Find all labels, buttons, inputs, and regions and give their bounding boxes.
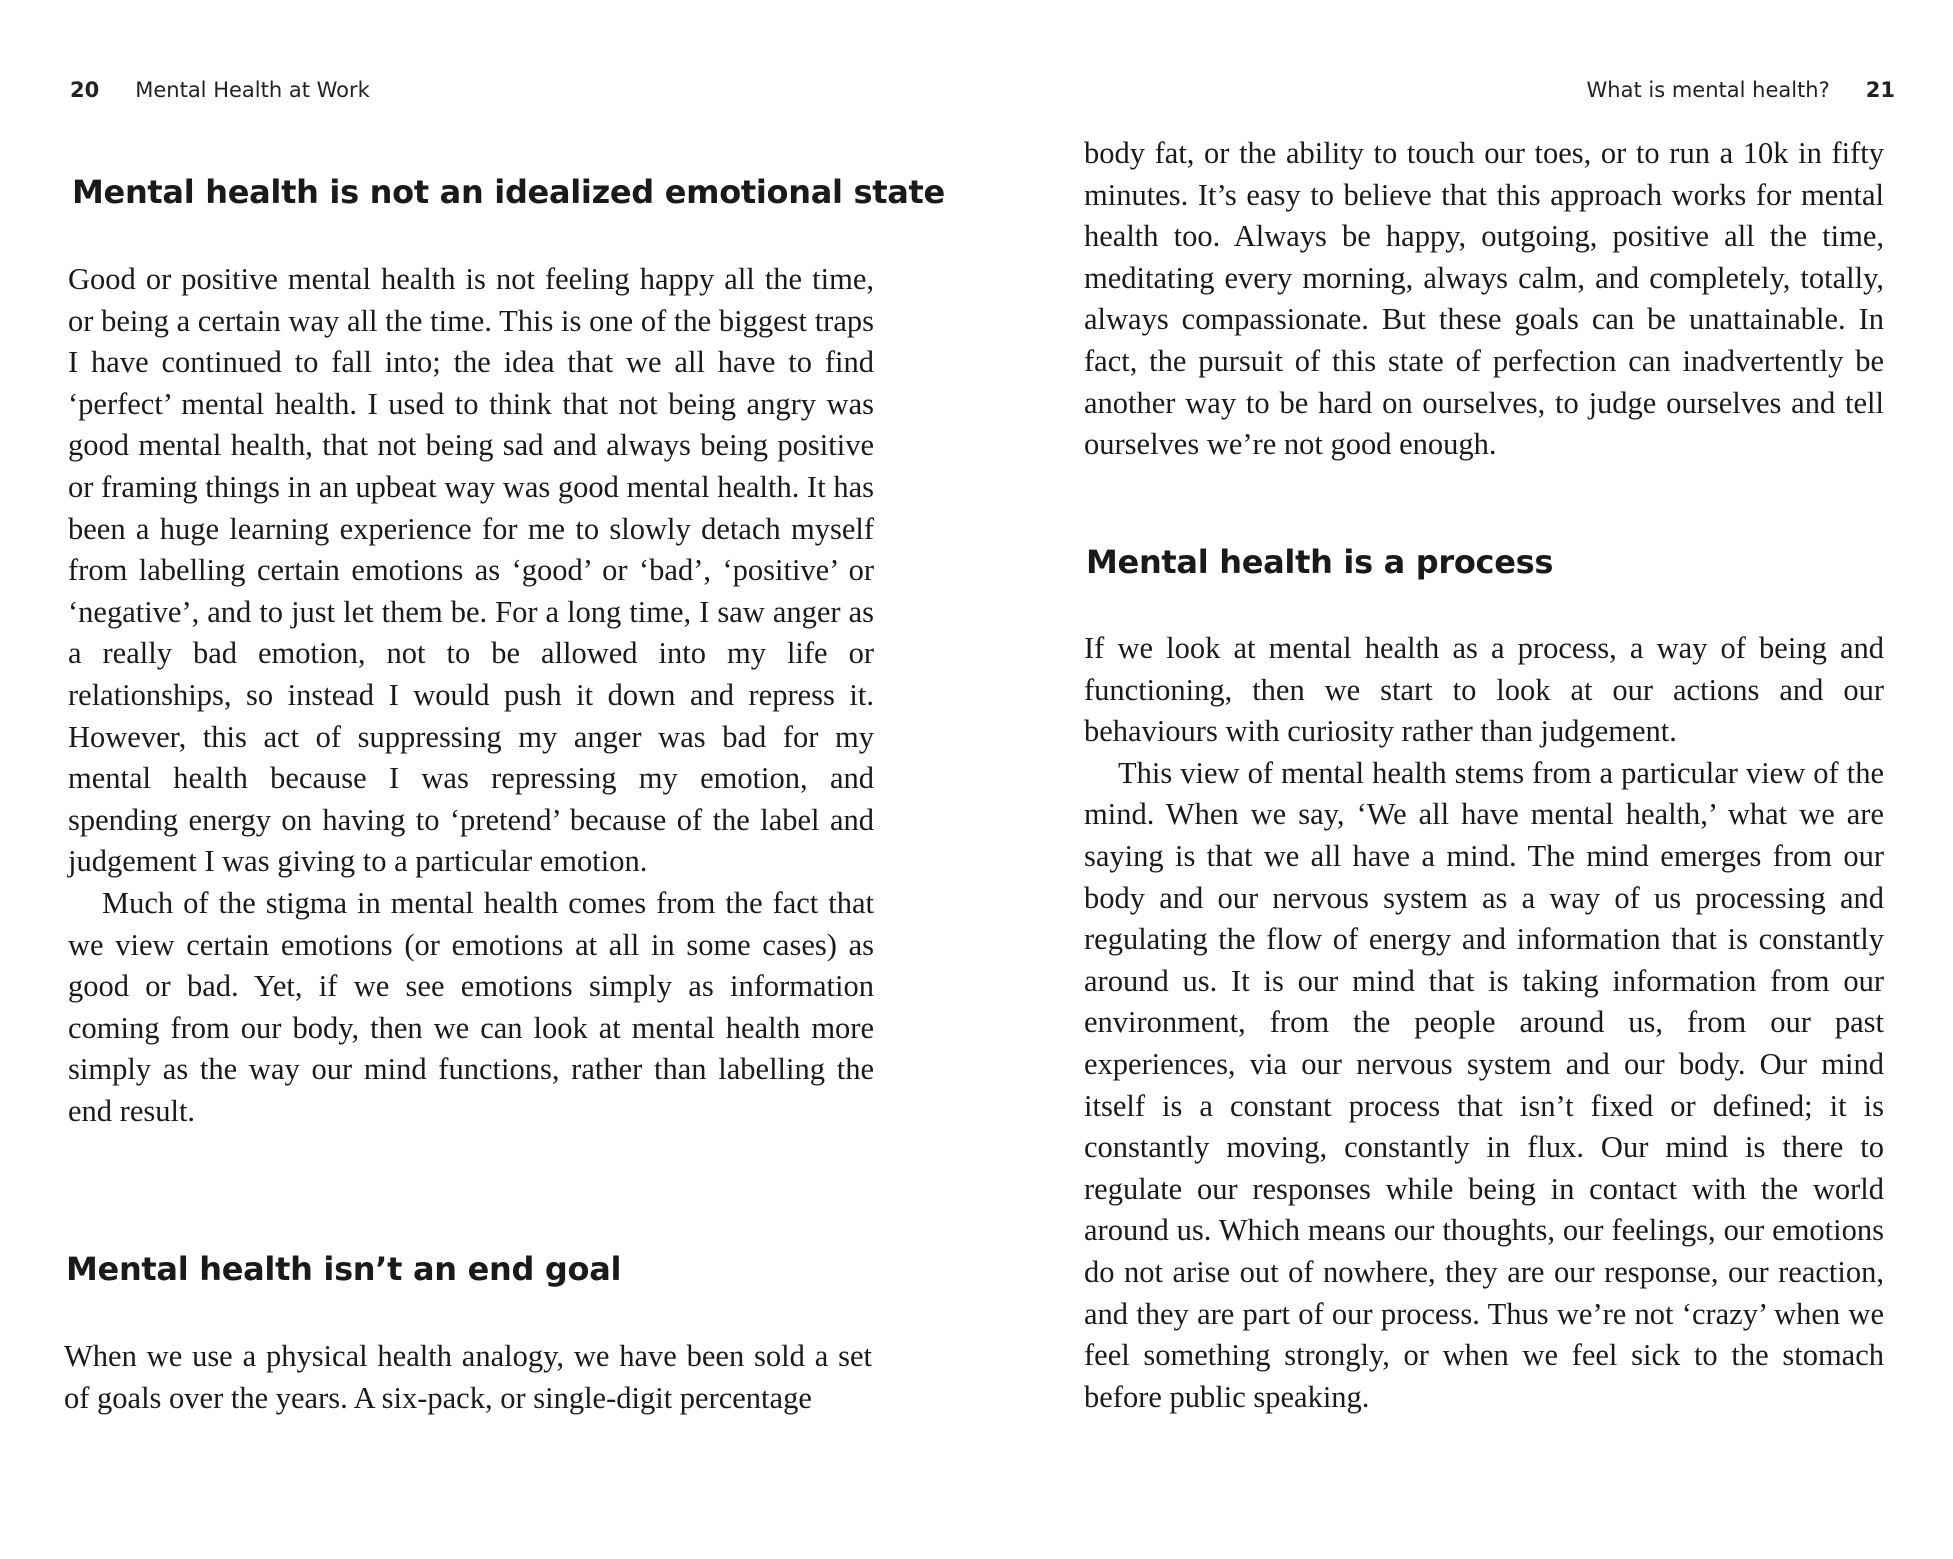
section-body-end-goal-continued	[1084, 133, 1884, 466]
left-running-head	[70, 78, 370, 102]
section-body-process	[1084, 628, 1884, 1418]
paragraph: Good or positive mental health is not feeling happy all the time, or being a certain way all the time. This is one of the biggest traps I have continued to fall into; the idea that we all have to find ‘perfect’ mental health. I used to think that not being angry was good mental health, that not being sad and always being positive or framing things in an upbeat way was good mental health. It has been a huge learning experience for me to slowly detach myself from labelling certain emotions as ‘good’ or ‘bad’, ‘positive’ or ‘negative’, and to just let them be. For a long time, I saw anger as a really bad emotion, not to be allowed into my life or relationships, so instead I would push it down and repress it. However, this act of suppressing my anger was bad for my mental health because I was repressing my emotion, and spending energy on having to ‘pretend’ because of the label and judgement I was giving to a particular emotion.	[68, 262, 874, 879]
paragraph: Much of the stigma in mental health comes from the fact that we view certain emotions (or emotions at all in some cases) as good or bad. Yet, if we see emotions simply as information coming from our body, then we can look at mental health more simply as the way our mind functions, rather than labelling the end result.	[68, 885, 874, 1128]
section-heading-end-goal: Mental health isn’t an end goal	[66, 1250, 622, 1288]
left-page	[0, 0, 976, 1559]
paragraph: When we use a physical health analogy, we have been sold a set of goals over the years. A six-pack, or single-digit percentage	[64, 1339, 872, 1415]
paragraph: body fat, or the ability to touch our toes, or to run a 10k in fifty minutes. It’s easy to believe that this approach works for mental health too. Always be happy, outgoing, positive all the time, meditating every morning, always calm, and completely, totally, always compassionate. But these goals can be unattainable. In fact, the pursuit of this state of perfection can inadvertently be another way to be hard on ourselves, to judge ourselves and tell ourselves we’re not good enough.	[1084, 136, 1884, 462]
section-body-end-goal	[64, 1336, 872, 1419]
section-body-idealized-state	[68, 259, 874, 1132]
right-page	[976, 0, 1953, 1559]
book-title: Mental Health at Work	[135, 78, 370, 102]
paragraph: This view of mental health stems from a particular view of the mind. When we say, ‘We all have mental health,’ what we are saying is that we all have a mind. The mind emerges from our body and our nervous system as a way of us processing and regulating the flow of energy and information that is constantly around us. It is our mind that is taking information from our environment, from the people around us, from our past experiences, via our nervous system and our body. Our mind itself is a constant process that isn’t fixed or defined; it is constantly moving, constantly in flux. Our mind is there to regulate our responses while being in contact with the world around us. Which means our thoughts, our feelings, our emotions do not arise out of nowhere, they are our response, our reaction, and they are part of our process. Thus we’re not ‘crazy’ when we feel something strongly, or when we feel sick to the stomach before public speaking.	[1084, 755, 1884, 1414]
chapter-title: What is mental health?	[1586, 78, 1830, 102]
page-number-left: 20	[70, 78, 100, 102]
right-running-head	[1587, 78, 1895, 102]
page-number-right: 21	[1865, 78, 1895, 102]
paragraph: If we look at mental health as a process, a way of being and functioning, then we start to look at our actions and our behaviours with curiosity rather than judgement.	[1084, 631, 1884, 749]
section-heading-idealized-state: Mental health is not an idealized emotional state	[72, 173, 945, 211]
section-heading-process: Mental health is a process	[1086, 543, 1554, 581]
